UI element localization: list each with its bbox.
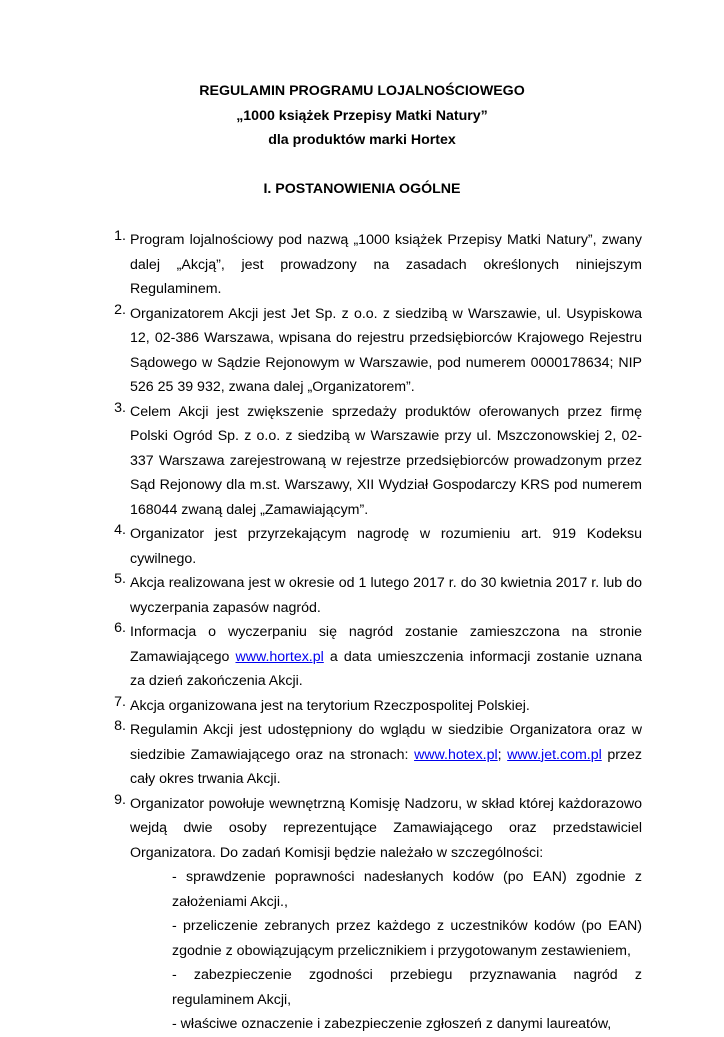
hortex-link[interactable]: www.hortex.pl	[235, 648, 324, 665]
list-item-text: Akcja realizowana jest w okresie od 1 lutego 2017 r. do 30 kwietnia 2017 r. lub do wyczerpania zapasów nagród.	[130, 575, 642, 616]
list-item	[102, 620, 642, 694]
list-item	[102, 571, 642, 620]
list-item-text	[130, 620, 642, 694]
list-item	[102, 522, 642, 571]
list-item	[102, 228, 642, 302]
list-item-text: Organizatorem Akcji jest Jet Sp. z o.o. z siedzibą w Warszawie, ul. Usypiskowa 12, 02-386 Warszawa, wpisana do rejestru przedsiębiorców Krajowego Rejestru Sądowego w Sądzie Rejonowym w Warszawie, pod numerem 0000178634; NIP 526 25 39 932, zwana dalej „Organizatorem”.	[130, 305, 642, 395]
sub-list-item: - przeliczenie zebranych przez każdego z uczestników kodów (po EAN) zgodnie z obowiązującym przelicznikiem i przygotowanym zestawieniem,	[172, 918, 642, 959]
list-item-text: Organizator jest przyrzekającym nagrodę w rozumieniu art. 919 Kodeksu cywilnego.	[130, 526, 642, 567]
list-item-text-before: Regulamin Akcji jest udostępniony do wglądu w siedzibie Organizatora oraz w siedzibie Zamawiającego oraz na stronach:	[130, 722, 642, 763]
list-item-number: 7.	[114, 693, 126, 710]
hotex-link[interactable]: www.hotex.pl	[414, 746, 498, 763]
list-item-number: 3.	[114, 399, 126, 416]
list-item-text: Organizator powołuje wewnętrzną Komisję Nadzoru, w skład której każdorazowo wejdą dwie osoby reprezentujące Zamawiającego oraz przedstawiciel Organizatora. Do zadań Komisji będzie należało w szczególności:	[130, 795, 642, 861]
list-item	[102, 792, 642, 866]
section-heading: I. POSTANOWIENIA OGÓLNE	[263, 181, 461, 197]
list-item-text: Akcja organizowana jest na terytorium Rzeczpospolitej Polskiej.	[130, 697, 530, 714]
list-item-text: Program lojalnościowy pod nazwą „1000 książek Przepisy Matki Natury”, zwany dalej „Akcją”, jest prowadzony na zasadach określonych niniejszym Regulaminem.	[130, 232, 642, 297]
list-item	[102, 302, 642, 400]
list-item-number: 6.	[114, 620, 126, 636]
sub-list-item: - właściwe oznaczenie i zabezpieczenie zgłoszeń z danymi laureatów,	[172, 1016, 612, 1032]
document-title-line-2: „1000 książek Przepisy Matki Natury”	[236, 108, 488, 124]
list-item-text	[130, 718, 642, 792]
list-item-number: 1.	[114, 228, 126, 244]
jet-link[interactable]: www.jet.com.pl	[507, 746, 602, 763]
list-item	[102, 718, 642, 792]
list-item-number: 5.	[114, 571, 126, 587]
list-item-number: 8.	[114, 718, 126, 734]
document-title-line-1: REGULAMIN PROGRAMU LOJALNOŚCIOWEGO	[199, 83, 525, 99]
list-item-text-before: Informacja o wyczerpaniu się nagród zostanie zamieszczona na stronie Zamawiającego	[130, 624, 642, 665]
sub-list-item: - sprawdzenie poprawności nadesłanych kodów (po EAN) zgodnie z założeniami Akcji.,	[172, 869, 642, 910]
numbered-list	[102, 228, 642, 1037]
list-item-text: Celem Akcji jest zwiększenie sprzedaży produktów oferowanych przez firmę Polski Ogród Sp. z o.o. z siedzibą w Warszawie przy ul. Mszczonowskiej 2, 02-337 Warszawa zarejestrowaną w rejestrze przedsiębiorców prowadzonym przez Sąd Rejonowy dla m.st. Warszawy, XII Wydział Gospodarczy KRS pod numerem 168044 zwaną dalej „Zamawiającym”.	[130, 403, 642, 518]
list-item-text-after: a data umieszczenia informacji zostanie uznana za dzień zakończenia Akcji.	[130, 648, 642, 689]
list-item-number: 9.	[114, 791, 126, 808]
list-item-number: 2.	[114, 301, 126, 318]
document-title-line-3: dla produktów marki Hortex	[268, 132, 456, 148]
link-separator: ;	[497, 746, 508, 763]
list-item-number: 4.	[114, 522, 126, 538]
list-item-text-after: przez cały okres trwania Akcji.	[130, 746, 643, 787]
sub-list-item: - zabezpieczenie zgodności przebiegu przyznawania nagród z regulaminem Akcji,	[172, 967, 642, 1008]
list-item	[102, 694, 642, 719]
list-item	[102, 400, 642, 523]
